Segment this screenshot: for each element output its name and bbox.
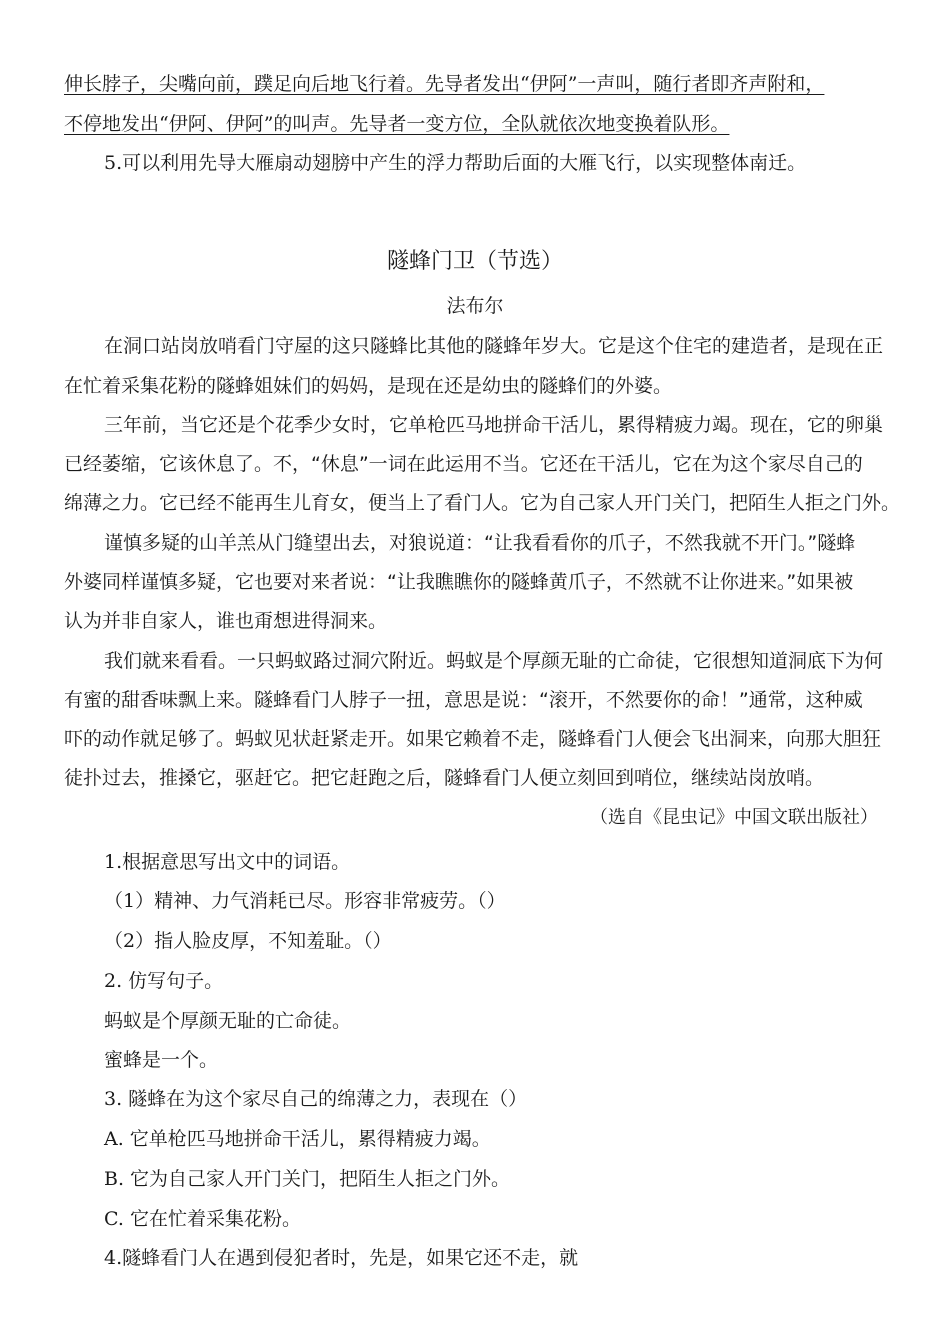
article-author: 法布尔 — [446, 295, 504, 317]
article-line-1: 在洞口站岗放哨看门守屋的这只隧蜂比其他的隧蜂年岁大。它是这个住宅的建造者，是现在正 — [104, 335, 884, 357]
article-line-12: 徒扑过去，推搡它，驱赶它。把它赶跑之后，隧蜂看门人便立刻回到哨位，继续站岗放哨。 — [64, 767, 825, 789]
question-1-item-1: （1）精神、力气消耗已尽。形容非常疲劳。（） — [104, 890, 506, 912]
article-line-9: 我们就来看看。一只蚂蚁路过洞穴附近。蚂蚁是个厚颜无耻的亡命徒，它很想知道洞底下为何 — [104, 650, 884, 672]
article-line-3: 三年前，当它还是个花季少女时，它单枪匹马地拼命干活儿，累得精疲力竭。现在，它的卵巢 — [104, 414, 884, 436]
article-line-5: 绵薄之力。它已经不能再生儿育女，便当上了看门人。它为自己家人开门关门，把陌生人拒之门外。 — [64, 492, 901, 514]
prev-answer-5: 5.可以利用先导大雁扇动翅膀中产生的浮力帮助后面的大雁飞行，以实现整体南迁。 — [104, 152, 807, 174]
article-line-10: 有蜜的甜香味飘上来。隧蜂看门人脖子一扭，意思是说：“滚开，不然要你的命！”通常，这种威 — [64, 689, 863, 711]
question-3-option-b: B. 它为自己家人开门关门，把陌生人拒之门外。 — [104, 1168, 511, 1190]
question-2-example: 蚂蚁是个厚颜无耻的亡命徒。 — [104, 1010, 352, 1032]
question-3-option-a: A. 它单枪匹马地拼命干活儿，累得精疲力竭。 — [104, 1128, 491, 1150]
question-1: 1.根据意思写出文中的词语。 — [104, 851, 351, 873]
article-source: （选自《昆虫记》中国文联出版社） — [590, 807, 878, 828]
question-2: 2. 仿写句子。 — [104, 970, 224, 992]
question-2-blank: 蜜蜂是一个。 — [104, 1049, 219, 1071]
question-3-option-c: C. 它在忙着采集花粉。 — [104, 1208, 301, 1230]
article-line-4: 已经萎缩，它该休息了。不，“休息”一词在此运用不当。它还在干活儿，它在为这个家尽自己的 — [64, 453, 863, 475]
article-line-7: 外婆同样谨慎多疑，它也要对来者说：“让我瞧瞧你的隧蜂黄爪子，不然就不让你进来。”如果被 — [64, 571, 854, 593]
question-4: 4.隧蜂看门人在遇到侵犯者时，先是，如果它还不走，就 — [104, 1247, 579, 1269]
article-line-6: 谨慎多疑的山羊羔从门缝望出去，对狼说道：“让我看看你的爪子，不然我就不开门。”隧蜂 — [104, 532, 856, 554]
article-line-11: 吓的动作就足够了。蚂蚁见状赶紧走开。如果它赖着不走，隧蜂看门人便会飞出洞来，向那大胆狂 — [64, 728, 882, 750]
article-line-2: 在忙着采集花粉的隧蜂姐妹们的妈妈，是现在还是幼虫的隧蜂们的外婆。 — [64, 375, 673, 397]
article-title: 隧蜂门卫（节选） — [386, 249, 563, 274]
question-1-item-2: （2）指人脸皮厚，不知羞耻。（） — [104, 930, 392, 952]
prev-passage-line-2: 不停地发出“伊阿、伊阿”的叫声。先导者一变方位，全队就依次地变换着队形。 — [64, 113, 730, 135]
question-3: 3. 隧蜂在为这个家尽自己的绵薄之力，表现在（） — [104, 1088, 528, 1110]
prev-passage-line-1: 伸长脖子，尖嘴向前，蹼足向后地飞行着。先导者发出“伊阿”一声叫，随行者即齐声附和， — [64, 73, 825, 95]
article-line-8: 认为并非自家人，谁也甭想进得洞来。 — [64, 610, 388, 632]
